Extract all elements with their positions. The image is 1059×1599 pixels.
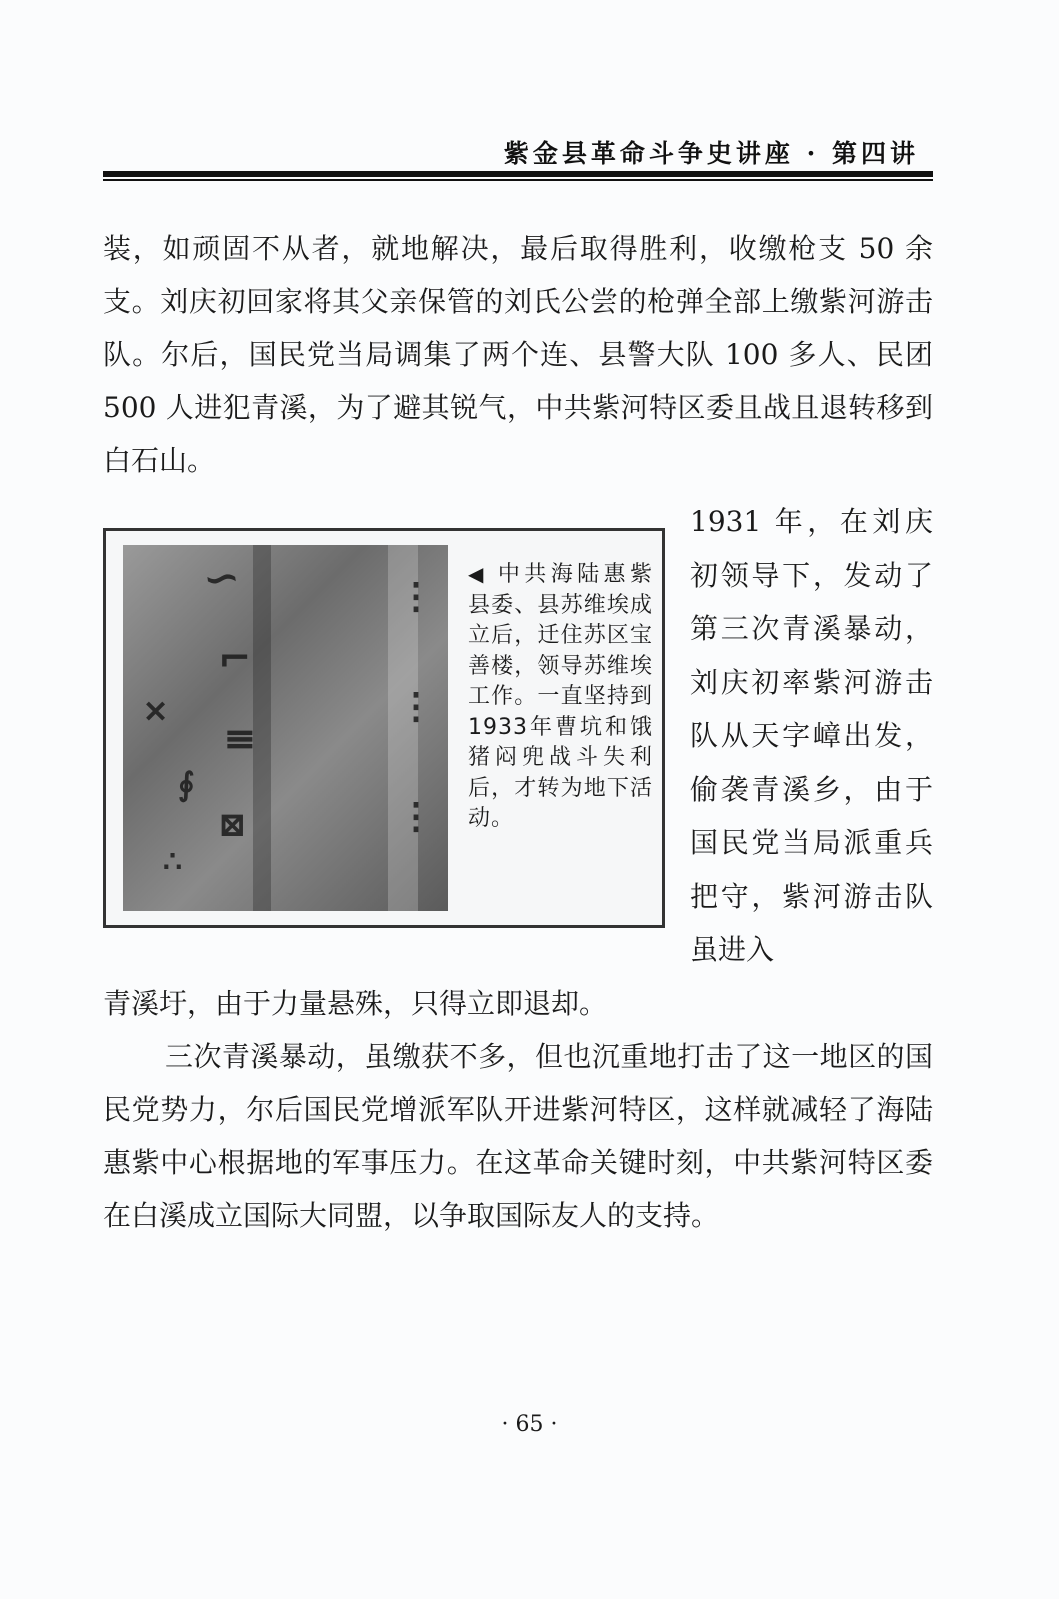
photo-handwriting: ⋮ <box>398 795 434 837</box>
photo-handwriting: ≡ <box>223 715 257 762</box>
photo-handwriting: ✕ <box>143 695 169 730</box>
photo-handwriting: ⌐ <box>218 635 252 682</box>
photo-handwriting: ⋮ <box>398 685 434 727</box>
paragraph-1: 装，如顽固不从者，就地解决，最后取得胜利，收缴枪支 50 余支。刘庆初回家将其父亲保管的刘氏公尝的枪弹全部上缴紫河游击队。尔后，国民党当局调集了两个连、县警大队 100 多人、民团 500 人进犯青溪，为了避其锐气，中共紫河特区委且战且退转移到白石山。 <box>103 232 933 477</box>
figure-caption-text: 中共海陆惠紫县委、县苏维埃成立后，迁住苏区宝善楼，领导苏维埃工作。一直坚持到1933年曹坑和饿猪闷兜战斗失利后，才转为地下活动。 <box>468 562 653 831</box>
document-photo <box>123 545 448 911</box>
running-header: 紫金县革命斗争史讲座 · 第四讲 <box>503 139 919 168</box>
paragraph-2-tail: 青溪圩，由于力量悬殊，只得立即退却。 <box>103 987 608 1020</box>
header-rule-thin <box>103 179 933 181</box>
figure-caption <box>468 559 653 835</box>
photo-handwriting: ∽ <box>199 550 244 607</box>
photo-handwriting: ⊠ <box>218 805 247 845</box>
figure-box <box>103 528 665 928</box>
arrow-left-icon: ◀ <box>468 562 488 586</box>
photo-handwriting: ∴ <box>163 845 183 880</box>
paragraph-3: 三次青溪暴动，虽缴获不多，但也沉重地打击了这一地区的国民党势力，尔后国民党增派军队开进紫河特区，这样就减轻了海陆惠紫中心根据地的军事压力。在这革命关键时刻，中共紫河特区委在白溪成立国际大同盟，以争取国际友人的支持。 <box>103 1040 933 1232</box>
paragraph-2-wrapped: 1931 年，在刘庆初领导下，发动了第三次青溪暴动，刘庆初率紫河游击队从天字嶂出发，偷袭青溪乡，由于国民党当局派重兵把守，紫河游击队虽进入 <box>690 505 933 966</box>
photo-handwriting: ∮ <box>178 765 195 803</box>
page-number: · 65 · <box>501 1412 558 1437</box>
photo-handwriting: ⋮ <box>398 575 434 617</box>
header-rule-thick <box>103 171 933 177</box>
